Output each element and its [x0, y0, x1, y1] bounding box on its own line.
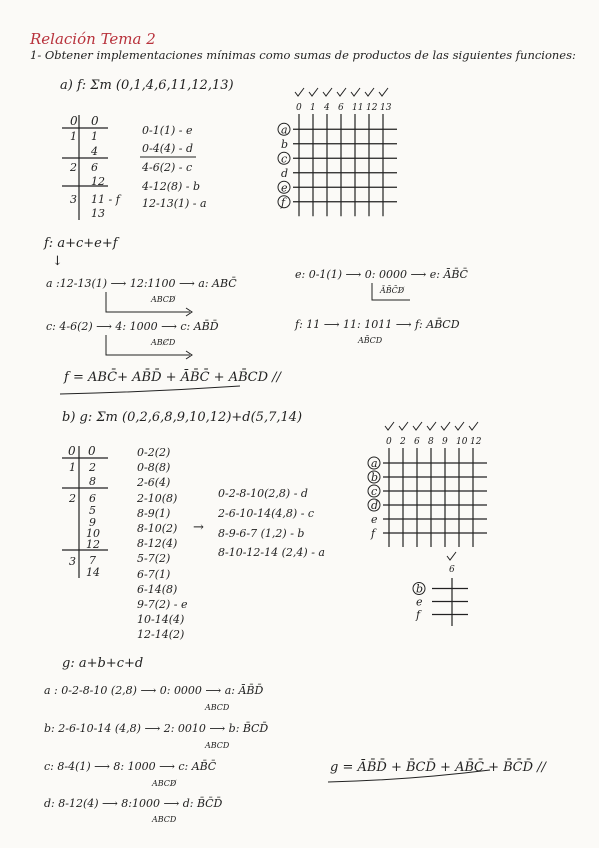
- derivation-c: c: 4-6(2) ⟶ 4: 1000 ⟶ c: AB̄D̄: [46, 320, 219, 333]
- group-index: 2: [70, 161, 77, 174]
- implicant: 4-12(8) - b: [142, 180, 201, 193]
- row-label: f: [371, 527, 376, 540]
- pair-implicant: 8-10(2): [137, 522, 178, 535]
- derivation-f: f: 11 ⟶ 11: 1011 ⟶ f: AB̄CD: [295, 318, 460, 331]
- minterm: 2: [89, 461, 96, 474]
- column-label: 2: [400, 437, 406, 447]
- derivation-e-sub: ĀB̄C̄D̸: [380, 286, 405, 295]
- pair-implicant: 8-12(4): [137, 537, 178, 551]
- pair-implicant: 8-9(1): [137, 506, 171, 520]
- problem-statement: 1- Obtener implementaciones mínimas como sumas de productos de las siguientes funciones:: [30, 48, 576, 62]
- minterm: 13: [91, 207, 105, 220]
- minterm: 11 - f: [91, 193, 120, 206]
- row-label: b: [416, 582, 424, 596]
- page-title: Relación Tema 2: [30, 30, 156, 48]
- row-label: b: [371, 471, 379, 484]
- column-label: 6: [338, 103, 344, 113]
- implicant: 4-6(2) - c: [142, 161, 193, 174]
- pair-implicant: 0-2(2): [137, 446, 171, 459]
- derivation-f-sub: AB̄CD: [358, 336, 383, 345]
- derivation-d-sub: ABCD: [152, 815, 177, 824]
- derivation-b-sub: ABCD: [205, 741, 230, 750]
- part-a-cover: f: a+c+e+f: [44, 236, 118, 251]
- derivation-b: b: 2-6-10-14 (4,8) ⟶ 2: 0010 ⟶ b: B̄CD̄: [44, 722, 269, 735]
- pair-implicant: 2-6(4): [137, 476, 171, 490]
- column-label: 10: [456, 437, 468, 447]
- column-label: 4: [324, 103, 330, 113]
- column-label: 8: [428, 437, 434, 447]
- group-index: 2: [69, 492, 76, 505]
- row-label: d: [371, 499, 379, 512]
- row-label: d: [281, 166, 289, 180]
- part-b-result: g = ĀB̄D̄ + B̄CD̄ + AB̄C̄ + B̄C̄D̄ //: [330, 760, 546, 775]
- row-label: e: [416, 595, 423, 609]
- implicant: 12-13(1) - a: [142, 197, 207, 210]
- column-label: 6: [449, 565, 455, 575]
- column-label: 0: [296, 103, 302, 113]
- part-b-header: b) g: Σm (0,2,6,8,9,10,12)+d(5,7,14): [62, 410, 303, 425]
- row-label: b: [281, 137, 289, 151]
- pair-implicant: 5-7(2): [137, 552, 171, 566]
- group-index: 1: [69, 461, 76, 474]
- row-label: f: [416, 608, 421, 622]
- part-a-result: f = ABC̄+ AB̄D̄ + ĀB̄C̄ + AB̄CD //: [64, 370, 281, 385]
- group-index: 3: [70, 193, 77, 206]
- pair-implicant: 10-14(4): [137, 613, 185, 627]
- minterm: 4: [91, 145, 98, 158]
- column-label: 12: [366, 103, 378, 113]
- derivation-c-sub: ABC̸D: [151, 338, 176, 347]
- derivation-d: d: 8-12(4) ⟶ 8:1000 ⟶ d: B̄C̄D̄: [44, 797, 223, 810]
- down-arrow: ↓: [52, 254, 63, 269]
- quad-implicant: 2-6-10-14(4,8) - c: [218, 507, 315, 520]
- group-index: 1: [70, 130, 77, 143]
- derivation-a: a : 0-2-8-10 (2,8) ⟶ 0: 0000 ⟶ a: ĀB̄D̄: [44, 684, 264, 697]
- pairs-to-quads-arrow: →: [193, 520, 204, 535]
- pair-implicant: 6-7(1): [137, 567, 171, 581]
- derivation-e: e: 0-1(1) ⟶ 0: 0000 ⟶ e: ĀB̄C̄: [295, 268, 468, 281]
- derivation-a-sub: ABCD: [205, 703, 230, 712]
- pair-implicant: 0-8(8): [137, 461, 171, 475]
- group-col-header: 0: [91, 114, 99, 128]
- quad-implicant: 8-9-6-7 (1,2) - b: [218, 527, 305, 540]
- row-label: c: [281, 152, 288, 166]
- quad-implicant: 8-10-12-14 (2,4) - a: [218, 546, 325, 559]
- pair-implicant: 9-7(2) - e: [137, 598, 188, 611]
- minterm: 5: [89, 504, 96, 517]
- minterm: 6: [89, 492, 96, 505]
- column-label: 0: [386, 437, 392, 447]
- minterm: 12: [86, 538, 100, 551]
- row-label: e: [281, 181, 288, 195]
- pair-implicant: 6-14(8): [137, 582, 178, 596]
- row-label: a: [371, 457, 378, 470]
- minterm: 7: [89, 554, 96, 567]
- minterm: 10: [86, 527, 100, 540]
- pair-implicant: 12-14(2): [137, 628, 185, 642]
- column-label: 13: [380, 103, 392, 113]
- minterm: 8: [89, 475, 96, 488]
- row-label: f: [281, 195, 286, 209]
- minterm: 14: [86, 566, 100, 579]
- row-label: c: [371, 485, 378, 498]
- derivation-a-sub: ABCD̸: [151, 295, 176, 304]
- row-label: e: [371, 513, 378, 526]
- row-label: a: [281, 123, 288, 137]
- column-label: 11: [352, 103, 364, 113]
- minterm: 1: [91, 130, 98, 143]
- column-label: 9: [442, 437, 448, 447]
- group-col-header: 0: [70, 114, 78, 128]
- part-a-header: a) f: Σm (0,1,4,6,11,12,13): [60, 78, 234, 93]
- group-col-header: 0: [68, 444, 76, 458]
- column-label: 1: [310, 103, 316, 113]
- minterm: 12: [91, 175, 105, 188]
- group-index: 3: [69, 555, 76, 568]
- implicant: 0-4(4) - d: [142, 142, 194, 155]
- quad-implicant: 0-2-8-10(2,8) - d: [218, 487, 308, 500]
- minterm: 6: [91, 161, 98, 174]
- implicant: 0-1(1) - e: [142, 124, 193, 137]
- derivation-c-sub: ABCD̸: [152, 779, 177, 788]
- group-col-header: 0: [88, 444, 96, 458]
- pair-implicant: 2-10(8): [137, 491, 178, 505]
- derivation-c: c: 8-4(1) ⟶ 8: 1000 ⟶ c: AB̄C̄: [44, 760, 217, 773]
- column-label: 6: [414, 437, 420, 447]
- minterm: 9: [89, 516, 96, 529]
- column-label: 12: [470, 437, 482, 447]
- derivation-a: a :12-13(1) ⟶ 12:1100 ⟶ a: ABC̄: [46, 277, 237, 290]
- part-b-cover: g: a+b+c+d: [62, 656, 144, 671]
